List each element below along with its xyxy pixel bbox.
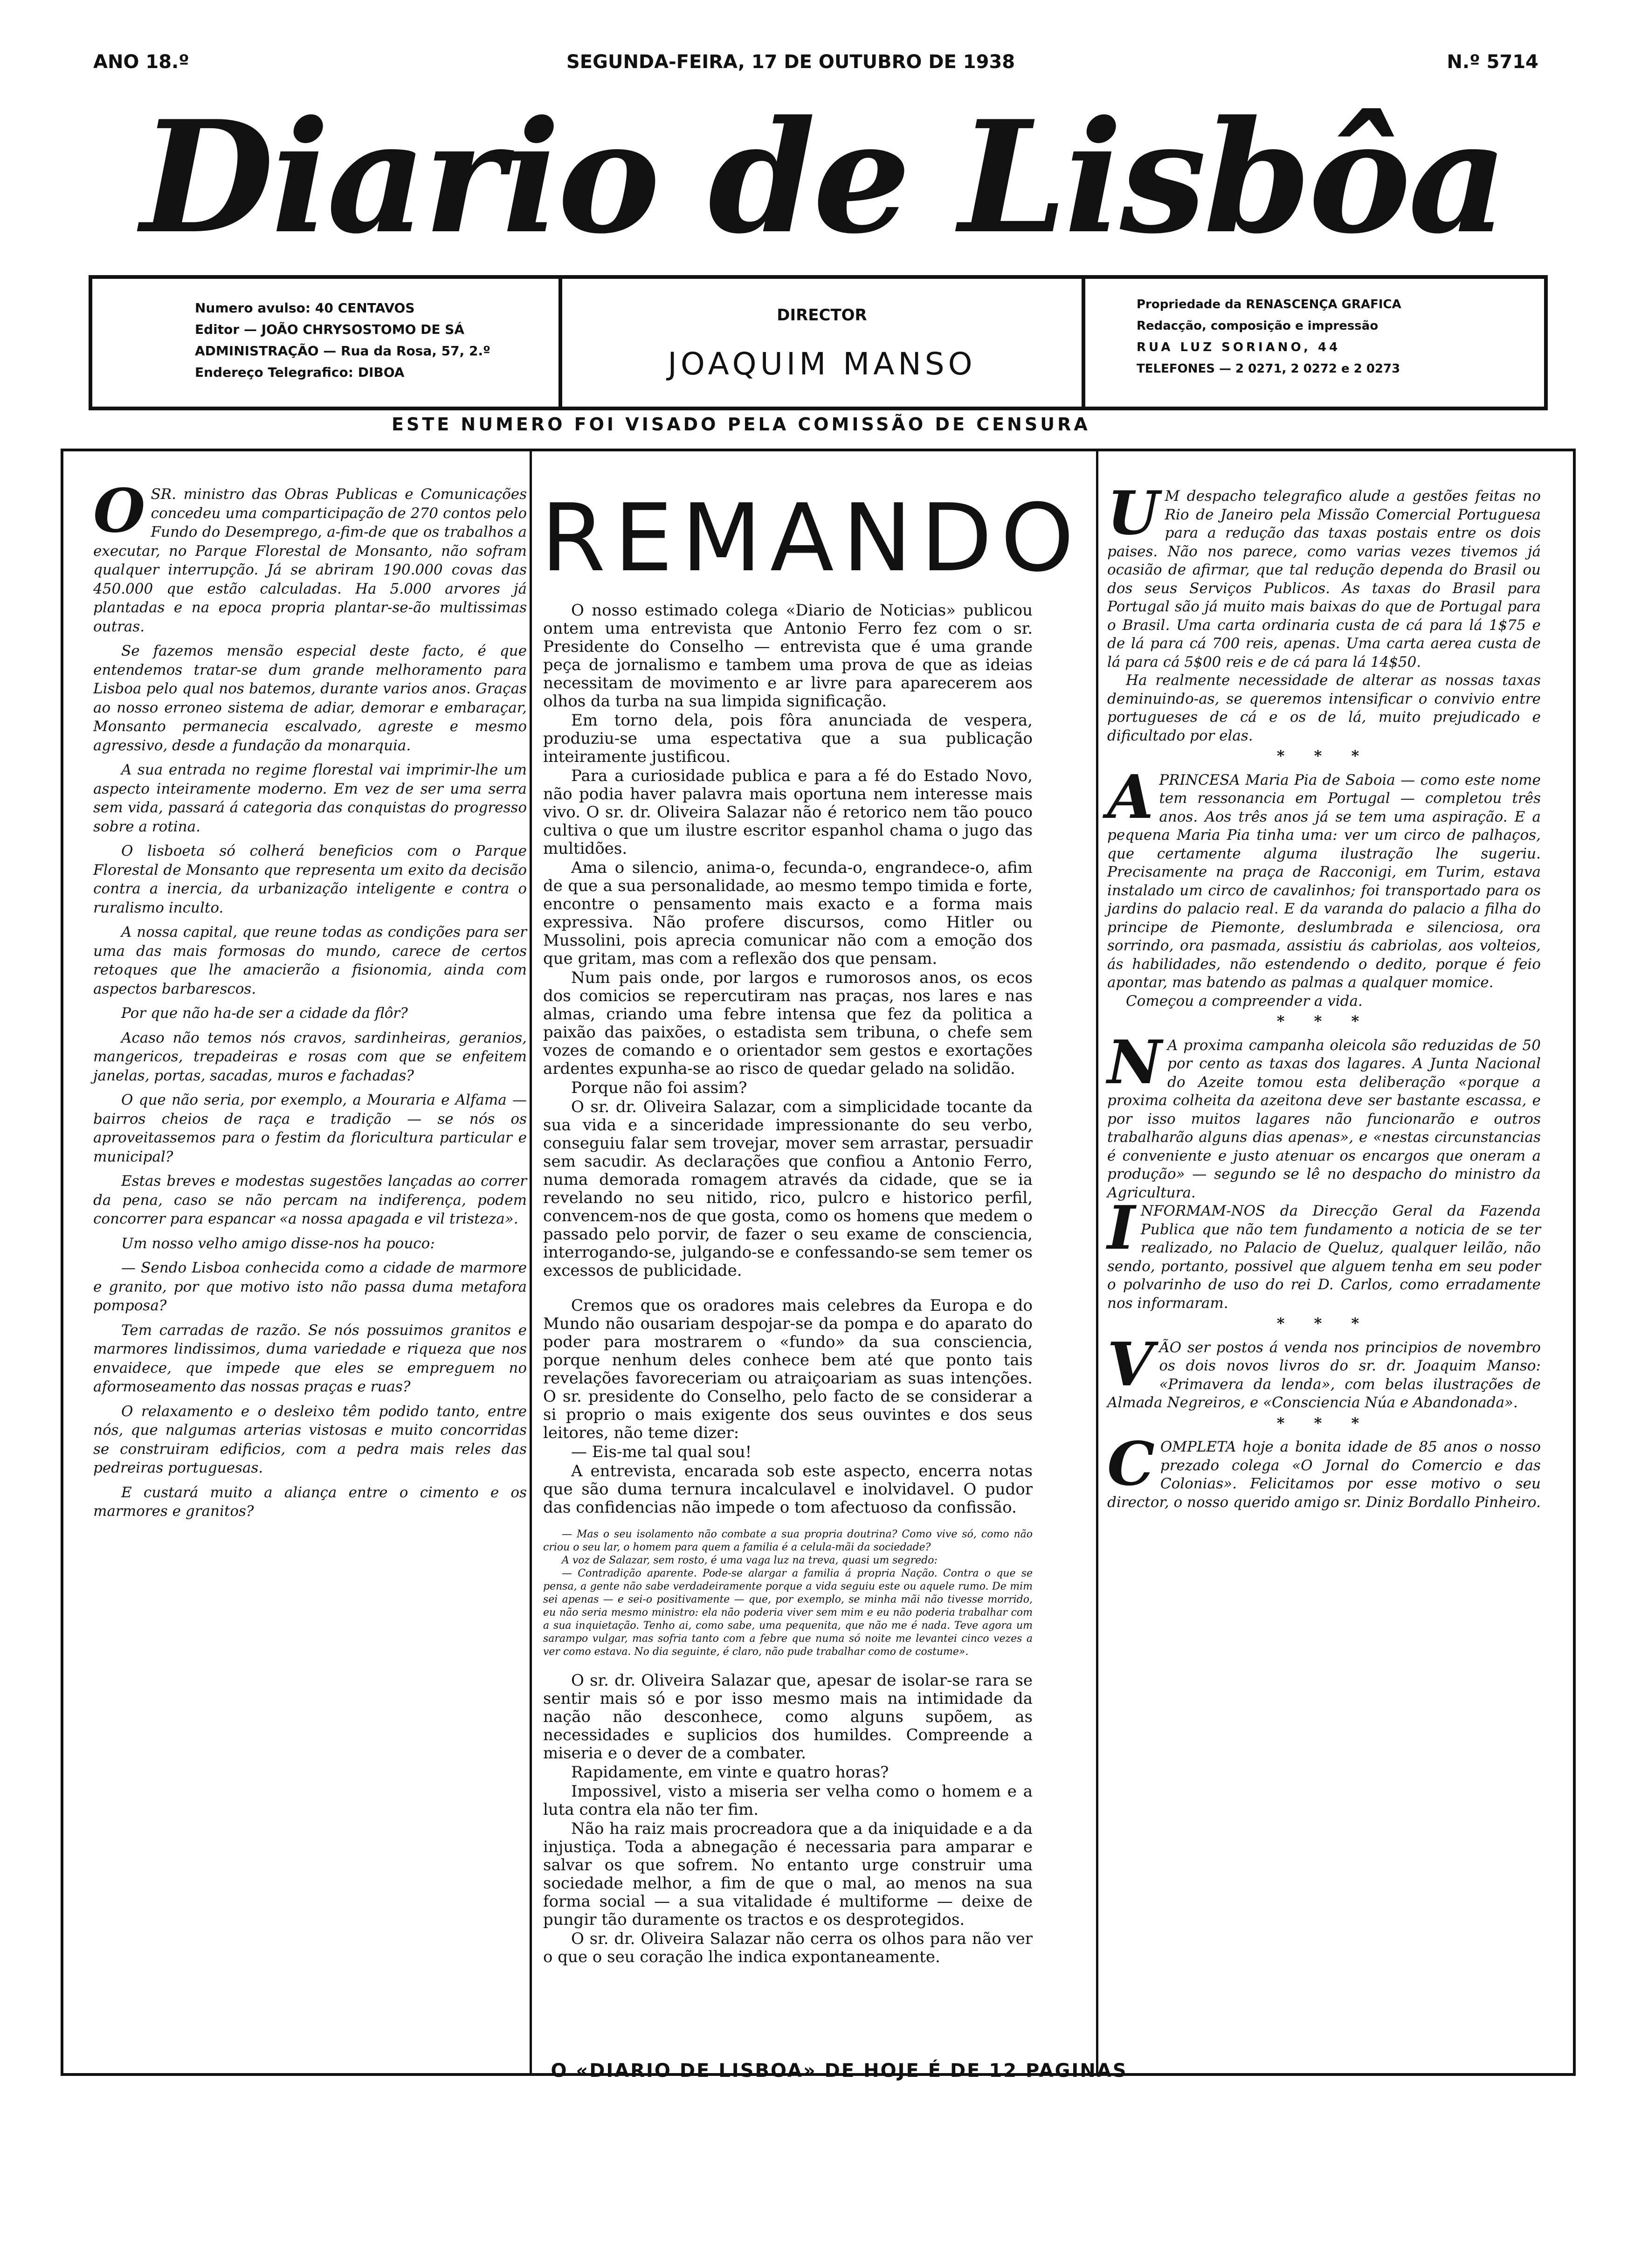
excerpt-line: A voz de Salazar, sem rosto, é uma vaga luz na treva, quasi um segredo: xyxy=(562,1555,938,1566)
paragraph: Começou a compreender a vida. xyxy=(1126,992,1363,1010)
paragraph: Acaso não temos nós cravos, sardinheiras, geranios, mangericos, trepadeiras e rosas com que se enfeitem janelas, portas, sacadas, muros e fachadas? xyxy=(93,1029,527,1084)
administration-line: ADMINISTRAÇÃO — Rua da Rosa, 57, 2.º xyxy=(195,343,490,359)
paragraph: Tem carradas de razão. Se nós possuimos granitos e marmores lindissimos, duma variedade e riqueza que nos envaidece, que impede que eles se empreguem no aformoseamento das nossas praças e ruas? xyxy=(93,1321,527,1395)
censorship-notice: ESTE NUMERO FOI VISADO PELA COMISSÃO DE CENSURA xyxy=(392,414,1090,435)
issue-number: N.º 5714 xyxy=(1447,51,1538,73)
paragraph: N A proxima campanha oleicola são reduzidas de 50 por cento as taxas dos lagares. A Junta Nacional do Azeite tomou esta deliberação «porque a proxima colheita da azeitona deve ser bastante escassa, e por isso muitos lagares não funcionarão e outros trabalharão alguns dias apenas», e «nestas circunstancias é conveniente e justo atenuar os encargos que oneram a produção» — segundo se lê no despacho do ministro da Agricultura. xyxy=(1107,1027,1541,1201)
drop-cap: C xyxy=(1107,1429,1155,1499)
article-title: REMANDO xyxy=(541,484,1083,593)
director-name: JOAQUIM MANSO xyxy=(668,346,976,382)
address-line: RUA LUZ SORIANO, 44 xyxy=(1137,340,1341,354)
edition-year: ANO 18.º xyxy=(93,51,189,73)
price-line: Numero avulso: 40 CENTAVOS xyxy=(195,300,415,316)
footer-notice: O «DIARIO DE LISBOA» DE HOJE É DE 12 PAGINAS xyxy=(551,2060,1128,2081)
separator: * * * xyxy=(1276,1414,1372,1432)
paragraph: O lisboeta só colherá beneficios com o Parque Florestal de Monsanto que representa um exito da decisão contra a inercia, da urbanização inteligente e contra o ruralismo inculto. xyxy=(93,843,527,916)
separator: * * * xyxy=(1276,1314,1372,1332)
paragraph: Ama o silencio, anima-o, fecunda-o, engrandece-o, afim de que a sua personalidade, ao mesmo tempo timida e forte, encontre o pensamento mais exacto e a forma mais expressiva. Não profere discursos, como Hitler ou Mussolini, pois aprecia comunicar não com a emoção dos que gritam, mas com a reflexão dos que pensam. xyxy=(543,858,1033,968)
separator: * * * xyxy=(1276,747,1372,765)
excerpt-line: — Contradição aparente. Pode-se alargar a familia á propria Nação. Contra o que se pensa, a gente não sabe verdadeiramente porque a vida seguiu este ou aquele rumo. De mim sei apenas — e sei-o positivamente — que, por exemplo, se minha mãi não tivesse morrido, eu não seria mesmo ministro: ela não poderia viver sem mim e eu não poderia trabalhar com a sua inquietação. Tenho ai, como sabe, uma pequenita, que não me é nada. Teve agora um sarampo vulgar, mas sofria tanto com a febre que numa só noite me levantei cinco vezes a ver como estava. No dia seguinte, é claro, não pude trabalhar como de costume». xyxy=(543,1568,1033,1658)
paragraph: E custará muito a aliança entre o cimento e os marmores e granitos? xyxy=(93,1484,527,1520)
excerpt-line: — Mas o seu isolamento não combate a sua propria doutrina? Como vive só, como não criou o seu lar, o homem para quem a familia é a celula-mãi da sociedade? xyxy=(543,1528,1033,1553)
news-item xyxy=(1107,1193,1541,1313)
news-item xyxy=(1107,478,1541,745)
paragraph: O sr. dr. Oliveira Salazar que, apesar de isolar-se rara se sentir mais só e por isso mesmo mais na intimidade da nação não desconhece, como alguns supõem, as necessidades e suplicios dos humildes. Compreende a miseria e o dever de a combater. xyxy=(543,1671,1033,1763)
drop-cap: I xyxy=(1107,1193,1135,1263)
news-item xyxy=(1107,1429,1541,1512)
paragraph: OSR. ministro das Obras Publicas e Comunicações concedeu uma comparticipação de 270 contos pelo Fundo do Desemprego, a-fim-de que os trabalhos a executar, no Parque Florestal de Monsanto, não sofram qualquer interrupção. Já se abriram 190.000 covas das 450.000 que estão calculadas. Ha 5.000 arvores já plantadas e na epoca propria plantar-se-ão multissimas outras. xyxy=(93,476,527,635)
paragraph: Para a curiosidade publica e para a fé do Estado Novo, não podia haver palavra mais oportuna nem interesse mais vivo. O sr. dr. Oliveira Salazar não é retorico nem tão pouco cultiva o que um ilustre escritor espanhol chama o jugo das multidões. xyxy=(543,767,1033,858)
separator: * * * xyxy=(1276,1012,1372,1030)
paragraph: A entrevista, encarada sob este aspecto, encerra notas que são duma ternura incalculavel e inolvidavel. O pudor das confidencias não impede o tom afectuoso da confissão. xyxy=(543,1462,1033,1517)
paragraph: Num pais onde, por largos e rumorosos anos, os ecos dos comicios se repercutiram nas praças, nos lares e nas almas, criando uma febre intensa que fez da politica a paixão das paixões, o estadista sem tribuna, o chefe sem vozes de comando e o orientador sem gestos e exortações ardentes expunha-se ao risco de quedar gelado na solidão. xyxy=(543,968,1033,1078)
news-item xyxy=(1107,1027,1541,1203)
director-label: DIRECTOR xyxy=(777,306,867,325)
left-column xyxy=(93,476,527,1527)
property-line: Propriedade da RENASCENÇA GRAFICA xyxy=(1137,297,1401,311)
issue-date: SEGUNDA-FEIRA, 17 DE OUTUBRO DE 1938 xyxy=(566,51,1015,73)
paragraph: Cremos que os oradores mais celebres da Europa e do Mundo não ousariam despojar-se da pompa e do aparato do poder para mostrarem o «fundo» da sua consciencia, porque nenhum deles conhece bem até que ponto tais revelações favoreceriam ou atraiçoariam as suas intenções. O sr. presidente do Conselho, pelo facto de se considerar a si proprio o mais exigente dos seus ouvintes e dos seus leitores, não teme dizer: xyxy=(543,1296,1033,1442)
news-item xyxy=(1107,1329,1541,1412)
paragraph: O sr. dr. Oliveira Salazar não cerra os olhos para não ver o que o seu coração lhe indica expontaneamente. xyxy=(543,1929,1033,1966)
redaction-line: Redacção, composição e impressão xyxy=(1137,319,1379,333)
drop-cap: A xyxy=(1107,762,1154,832)
paragraph: Não ha raiz mais procreadora que a da iniquidade e a da injustiça. Toda a abnegação é necessaria para amparar e salvar os que sofrem. No entanto urge construir uma sociedade melhor, a fim de que o mal, ao menos na sua forma social — a sua vitalidade é multiforme — deixe de pungir tão duramente os tractos e os desprotegidos. xyxy=(543,1819,1033,1929)
right-column xyxy=(1107,478,1541,1512)
top-line xyxy=(93,51,1538,84)
paragraph: VÃO ser postos á venda nos principios de novembro os dois novos livros do sr. dr. Joaquim Manso: «Primavera da lenda», com belas ilustrações de Almada Negreiros, e «Consciencia Núa e Abandonada». xyxy=(1107,1329,1541,1411)
drop-cap: N xyxy=(1107,1027,1162,1098)
masthead: Diario de Lisbôa xyxy=(140,87,1505,268)
paragraph: Impossivel, visto a miseria ser velha como o homem e a luta contra ela não ter fim. xyxy=(543,1782,1033,1819)
news-item xyxy=(1107,762,1541,1011)
info-left xyxy=(92,279,558,407)
paragraph: Por que não ha-de ser a cidade da flôr? xyxy=(121,1005,408,1022)
paragraph: A nossa capital, que reune todas as condições para ser uma das mais formosas do mundo, carece de certos retoques que lhe amacierão a fisionomia, ainda com aspectos barbarescos. xyxy=(93,924,527,997)
paragraph: A sua entrada no regime florestal vai imprimir-lhe um aspecto inteiramente moderno. Em vez de ser uma serra sem vida, passará á categoria das conquistas do progresso sobre a rotina. xyxy=(93,761,527,835)
paragraph: U M despacho telegrafico alude a gestões feitas no Rio de Janeiro pela Missão Comercial Portuguesa para a redução das taxas postais entre os dois paises. Não nos parece, como varias vezes tivemos já ocasião de afirmar, que tal redução dependa do Brasil ou dos seus Serviços Publicos. As taxas do Brasil para Portugal são já muito mais baixas do que de Portugal para o Brasil. Uma carta ordinaria custa de cá para lá 1$75 e de lá para cá 700 reis, apenas. Uma carta aerea custa de lá para cá 5$00 reis e de cá para lá 14$50. xyxy=(1107,478,1541,671)
interview-excerpt xyxy=(543,1528,1033,1659)
paragraph: Se fazemos mensão especial deste facto, é que entendemos tratar-se dum grande melhoramento para Lisboa pelo qual nos batemos, durante varios anos. Graças ao nosso erroneo sistema de adiar, demorar e embaraçar, Monsanto permanecia escalvado, agreste e mesmo agressivo, desde a fundação da monarquia. xyxy=(93,643,527,754)
paragraph: COMPLETA hoje a bonita idade de 85 anos o nosso prezado colega «O Jornal do Comercio e das Colonias». Felicitamos por esse motivo o seu director, o nosso querido amigo sr. Diniz Bordallo Pinheiro. xyxy=(1107,1429,1541,1511)
paragraph: APRINCESA Maria Pia de Saboia — como este nome tem ressonancia em Portugal — completou três anos. Aos três anos já se tem uma aspiração. E a pequena Maria Pia tinha uma: ver um circo de palhaços, que certamente alguma ilustração lhe sugeriu. Precisamente na praça de Racconigi, em Turim, estava instalado um circo de cavalinhos; foi transportado para os jardins do palacio real. E da varanda do palacio a filha do principe de Piemonte, deslumbrada e silenciosa, ora sorrindo, ora pasmada, assistiu ás cabriolas, aos volteios, ás habilidades, não estendendo o dedito, porque é feio apontar, mas batendo as palmas a qualquer momice. xyxy=(1107,762,1541,991)
paragraph: O que não seria, por exemplo, a Mouraria e Alfama — bairros cheios de raça e tradição — se nós os aproveitassemos para o festim da floricultura particular e municipal? xyxy=(93,1092,527,1165)
paragraph: Rapidamente, em vinte e quatro horas? xyxy=(571,1763,889,1782)
column-divider xyxy=(530,451,532,2073)
paragraph: INFORMAM-NOS da Direcção Geral da Fazenda Publica que não tem fundamento a noticia de se ter realizado, no Palacio de Queluz, qualquer leilão, não sendo, portanto, possivel que alguem tenha em seu poder o polvarinho de uso do rei D. Carlos, como erradamente nos informaram. xyxy=(1107,1193,1541,1312)
paragraph: Um nosso velho amigo disse-nos ha pouco: xyxy=(121,1235,435,1252)
paragraph: — Sendo Lisboa conhecida como a cidade de marmore e granito, por que motivo isto não passa duma metafora pomposa? xyxy=(93,1259,527,1314)
info-right xyxy=(1085,279,1544,407)
paragraph: — Eis-me tal qual sou! xyxy=(571,1443,752,1461)
paragraph: O sr. dr. Oliveira Salazar, com a simplicidade tocante da sua vida e a sinceridade impressionante do seu verbo, conseguiu falar sem trovejar, mover sem arrastar, persuadir sem sacudir. As declarações que confiou a Antonio Ferro, numa demorada romagem através da cidade, que se ia revelando no seu nitido, rico, pulcro e historico perfil, convencem-nos de que gosta, como os homens que medem o passado pelo porvir, de fazer o seu exame de consciencia, interrogando-se, julgando-se e confessando-se sem temer os excessos de publicidade. xyxy=(543,1098,1033,1280)
paragraph: O relaxamento e o desleixo têm podido tanto, entre nós, que nalgumas arterias vistosas e muito concorridas se construiram edificios, com a pedra mais reles das pedreiras portuguesas. xyxy=(93,1403,527,1476)
phones-line: TELEFONES — 2 0271, 2 0272 e 2 0273 xyxy=(1137,362,1400,376)
paragraph: Ha realmente necessidade de alterar as nossas taxas deminuindo-as, se queremos intensificar o convivio entre portugueses de cá e os de lá, muito prejudicado e dificultado por elas. xyxy=(1107,672,1541,744)
telegraph-line: Endereço Telegrafico: DIBOA xyxy=(195,365,405,380)
editor-line: Editor — JOÃO CHRYSOSTOMO DE SÁ xyxy=(195,322,465,337)
director-box xyxy=(558,279,1085,407)
paragraph: Estas breves e modestas sugestões lançadas ao correr da pena, caso se não percam na indiferença, podem concorrer para espancar «a nossa apagada e vil tristeza». xyxy=(93,1173,527,1227)
paragraph: Porque não foi assim? xyxy=(571,1079,747,1097)
column-divider xyxy=(1096,451,1098,2073)
info-box xyxy=(89,275,1548,410)
center-article xyxy=(543,602,1033,1967)
paragraph: Em torno dela, pois fôra anunciada de vespera, produziu-se uma espectativa que a sua publicação inteiramente justificou. xyxy=(543,711,1033,766)
paragraph: O nosso estimado colega «Diario de Noticias» publicou ontem uma entrevista que Antonio Ferro fez com o sr. Presidente do Conselho — entrevista que é uma grande peça de jornalismo e tambem uma prova de que as ideias necessitam de movimento e ar livre para aparecerem aos olhos da turba na sua limpida significação. xyxy=(543,601,1033,711)
drop-cap: U xyxy=(1107,478,1159,548)
drop-cap: V xyxy=(1107,1329,1154,1400)
drop-cap: O xyxy=(93,476,145,546)
